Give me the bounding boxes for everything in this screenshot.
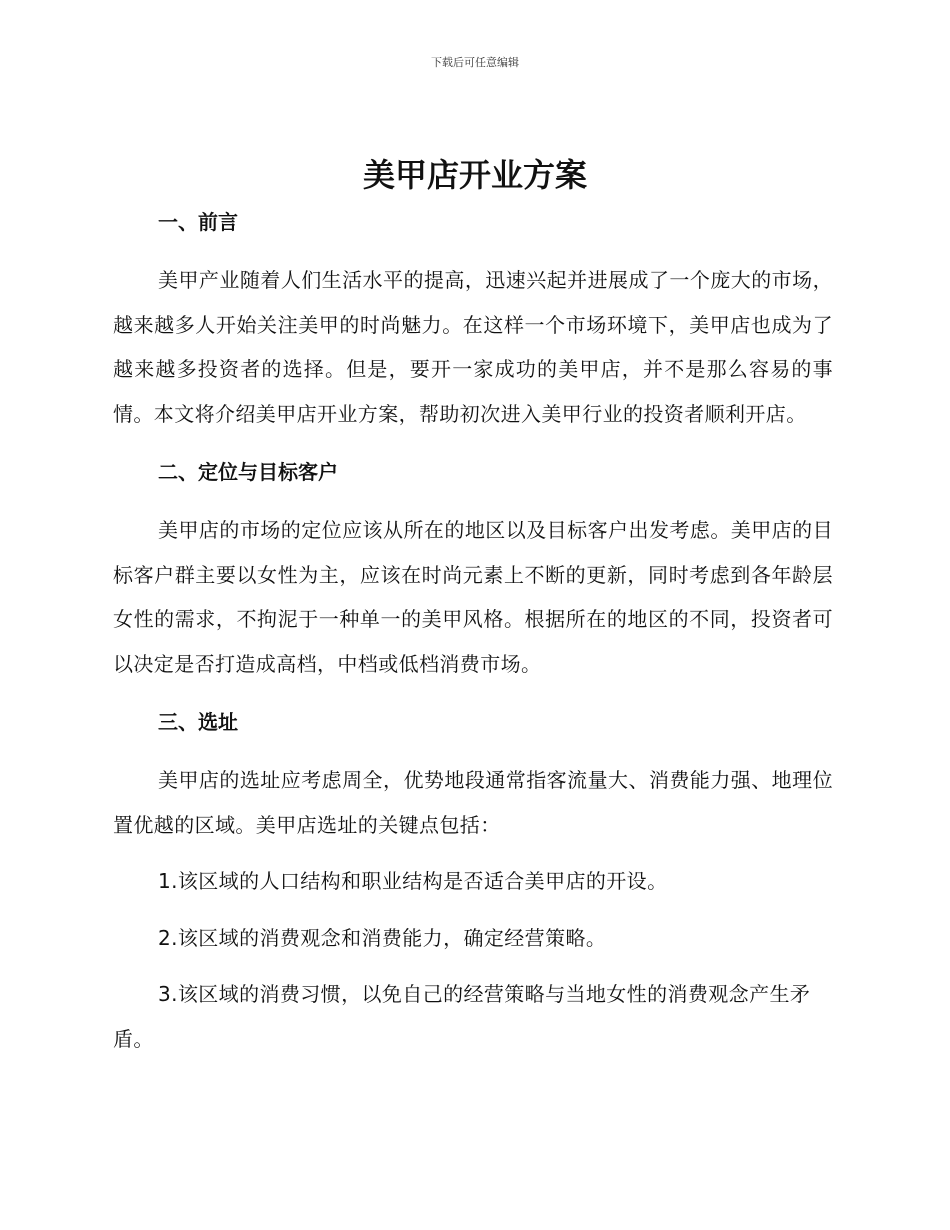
section-paragraph: 美甲产业随着人们生活水平的提高，迅速兴起并进展成了一个庞大的市场，越来越多人开始关注美甲的时尚魅力。在这样一个市场环境下，美甲店也成为了越来越多投资者的选择。但是，要开一家成功的美甲店，并不是那么容易的事情。本文将介绍美甲店开业方案，帮助初次进入美甲行业的投资者顺利开店。	[113, 268, 833, 426]
list-item: 1.该区域的人口结构和职业结构是否适合美甲店的开设。	[158, 869, 668, 893]
section-heading: 一、前言	[158, 210, 238, 234]
section-positioning	[113, 455, 833, 686]
section-heading: 二、定位与目标客户	[158, 460, 338, 484]
list-item: 3.该区域的消费习惯，以免自己的经营策略与当地女性的消费观念产生矛盾。	[113, 982, 811, 1051]
section-site-selection	[113, 705, 833, 1061]
list-item: 2.该区域的消费观念和消费能力，确定经营策略。	[158, 925, 607, 950]
page-header-note: 下载后可任意编辑	[431, 56, 519, 69]
document-body	[113, 205, 833, 1061]
section-paragraph: 美甲店的市场的定位应该从所在的地区以及目标客户出发考虑。美甲店的目标客户群主要以女性为主，应该在时尚元素上不断的更新，同时考虑到各年龄层女性的需求，不拘泥于一种单一的美甲风格。根据所在的地区的不同，投资者可以决定是否打造成高档，中档或低档消费市场。	[113, 518, 833, 676]
document-title: 美甲店开业方案	[362, 156, 587, 194]
section-paragraph: 美甲店的选址应考虑周全，优势地段通常指客流量大、消费能力强、地理位置优越的区域。美甲店选址的关键点包括：	[113, 768, 833, 837]
section-heading: 三、选址	[158, 710, 238, 734]
section-preface	[113, 205, 833, 436]
